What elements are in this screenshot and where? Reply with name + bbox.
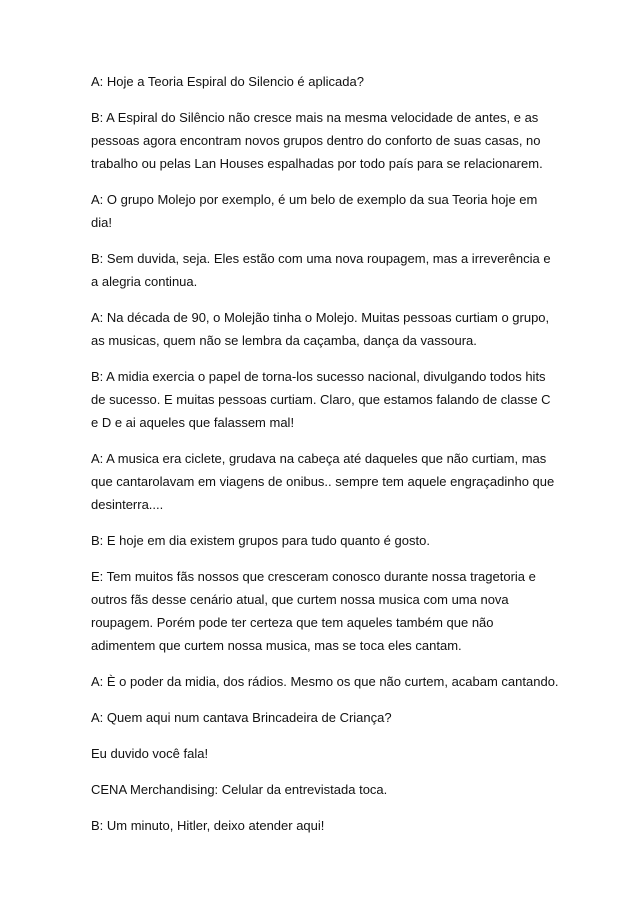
paragraph: B: E hoje em dia existem grupos para tudo quanto é gosto. — [91, 533, 430, 548]
paragraph: A: Quem aqui num cantava Brincadeira de Criança? — [91, 710, 392, 725]
paragraph: A: O grupo Molejo por exemplo, é um belo de exemplo da sua Teoria hoje em dia! — [91, 192, 538, 230]
paragraph: B: Sem duvida, seja. Eles estão com uma nova roupagem, mas a irreverência e a alegria continua. — [91, 251, 551, 289]
paragraph: E: Tem muitos fãs nossos que cresceram conosco durante nossa tragetoria e outros fãs desse cenário atual, que curtem nossa musica com uma nova roupagem. Porém pode ter certeza que tem aqueles também que não adimentem que curtem nossa musica, mas se toca eles cantam. — [91, 569, 536, 653]
paragraph: B: Um minuto, Hitler, deixo atender aqui! — [91, 818, 325, 833]
paragraph: A: Na década de 90, o Molejão tinha o Molejo. Muitas pessoas curtiam o grupo, as musicas, quem não se lembra da caçamba, dança da vassoura. — [91, 310, 550, 348]
document-page — [91, 70, 561, 850]
paragraph: A: A musica era ciclete, grudava na cabeça até daqueles que não curtiam, mas que cantarolavam em viagens de onibus.. sempre tem aquele engraçadinho que desinterra.... — [91, 451, 555, 512]
paragraph: Eu duvido você fala! — [91, 746, 209, 761]
paragraph: A: È o poder da midia, dos rádios. Mesmo os que não curtem, acabam cantando. — [91, 674, 559, 689]
paragraph: CENA Merchandising: Celular da entrevistada toca. — [91, 782, 388, 797]
paragraph: B: A Espiral do Silêncio não cresce mais na mesma velocidade de antes, e as pessoas agora encontram novos grupos dentro do conforto de suas casas, no trabalho ou pelas Lan Houses espalhadas por todo país para se relacionarem. — [91, 110, 543, 171]
paragraph: B: A midia exercia o papel de torna-los sucesso nacional, divulgando todos hits de sucesso. E muitas pessoas curtiam. Claro, que estamos falando de classe C e D e ai aqueles que falassem mal! — [91, 369, 551, 430]
paragraph: A: Hoje a Teoria Espiral do Silencio é aplicada? — [91, 74, 364, 89]
